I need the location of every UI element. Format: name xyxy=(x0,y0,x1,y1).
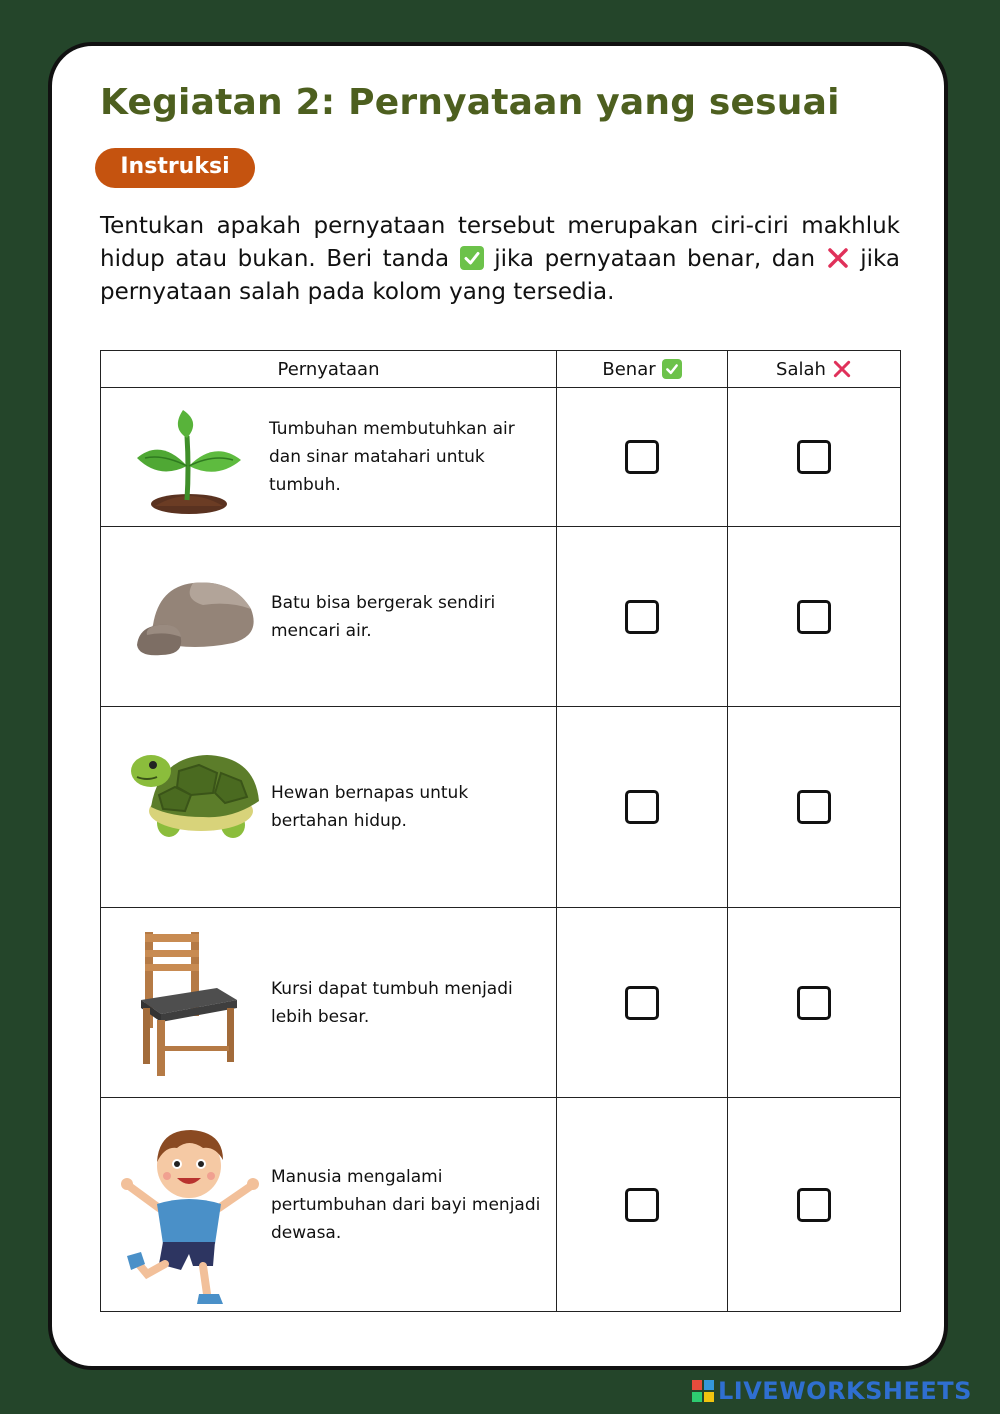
false-cell xyxy=(728,388,901,527)
table-row xyxy=(101,527,901,707)
true-checkbox[interactable] xyxy=(625,986,659,1020)
header-true-label: Benar xyxy=(602,358,656,380)
statement-cell xyxy=(101,1098,557,1312)
true-checkbox[interactable] xyxy=(625,440,659,474)
false-checkbox[interactable] xyxy=(797,790,831,824)
true-cell xyxy=(557,707,728,908)
true-cell xyxy=(557,388,728,527)
statement-cell xyxy=(101,707,557,908)
true-cell xyxy=(557,1098,728,1312)
table-row xyxy=(101,388,901,527)
instruction-label: Instruksi xyxy=(95,148,255,188)
liveworksheets-logo xyxy=(692,1376,972,1406)
statement-cell xyxy=(101,527,557,707)
true-cell xyxy=(557,527,728,707)
statement-text: Hewan bernapas untuk bertahan hidup. xyxy=(271,783,469,831)
page-title: Kegiatan 2: Pernyataan yang sesuai xyxy=(100,82,840,123)
instruction-part-2: jika pernyataan benar, dan xyxy=(494,246,816,272)
instruction-text xyxy=(100,210,900,309)
false-cell xyxy=(728,707,901,908)
false-checkbox[interactable] xyxy=(797,986,831,1020)
false-cell xyxy=(728,527,901,707)
header-false xyxy=(728,351,901,388)
statement-table xyxy=(100,350,901,1312)
header-false-label: Salah xyxy=(776,358,826,380)
statement-text: Tumbuhan membutuhkan air dan sinar matahari untuk tumbuh. xyxy=(269,419,515,495)
false-cell xyxy=(728,908,901,1098)
chair-icon xyxy=(137,928,241,1080)
false-checkbox[interactable] xyxy=(797,440,831,474)
false-checkbox[interactable] xyxy=(797,1188,831,1222)
true-cell xyxy=(557,908,728,1098)
table-row xyxy=(101,908,901,1098)
boy-running-icon xyxy=(119,1124,259,1310)
check-mark-icon xyxy=(662,359,682,379)
statement-text: Batu bisa bergerak sendiri mencari air. xyxy=(271,592,496,641)
false-cell xyxy=(728,1098,901,1312)
true-checkbox[interactable] xyxy=(625,790,659,824)
plant-sprout-icon xyxy=(131,408,247,516)
logo-blocks-icon xyxy=(692,1380,714,1402)
statement-text: Manusia mengalami pertumbuhan dari bayi menjadi dewasa. xyxy=(271,1166,541,1243)
table-row xyxy=(101,1098,901,1312)
cross-mark-icon xyxy=(826,246,850,270)
true-checkbox[interactable] xyxy=(625,1188,659,1222)
instruction-part-1: Tentukan apakah pernyataan tersebut merupakan ciri-ciri makhluk hidup atau bukan. Beri tanda xyxy=(100,213,900,272)
true-checkbox[interactable] xyxy=(625,600,659,634)
check-mark-icon xyxy=(460,246,484,270)
header-statement: Pernyataan xyxy=(101,351,557,388)
table-row xyxy=(101,707,901,908)
cross-mark-icon xyxy=(832,359,852,379)
watermark-text: LIVEWORKSHEETS xyxy=(718,1377,972,1405)
rock-icon xyxy=(133,579,257,659)
instruction-part-3: jika pernyataan salah pada kolom yang tersedia. xyxy=(100,246,901,305)
statement-cell xyxy=(101,388,557,527)
header-true xyxy=(557,351,728,388)
turtle-icon xyxy=(129,751,263,843)
statement-text: Kursi dapat tumbuh menjadi lebih besar. xyxy=(271,978,513,1027)
statement-cell xyxy=(101,908,557,1098)
false-checkbox[interactable] xyxy=(797,600,831,634)
table-header-row xyxy=(101,351,901,388)
